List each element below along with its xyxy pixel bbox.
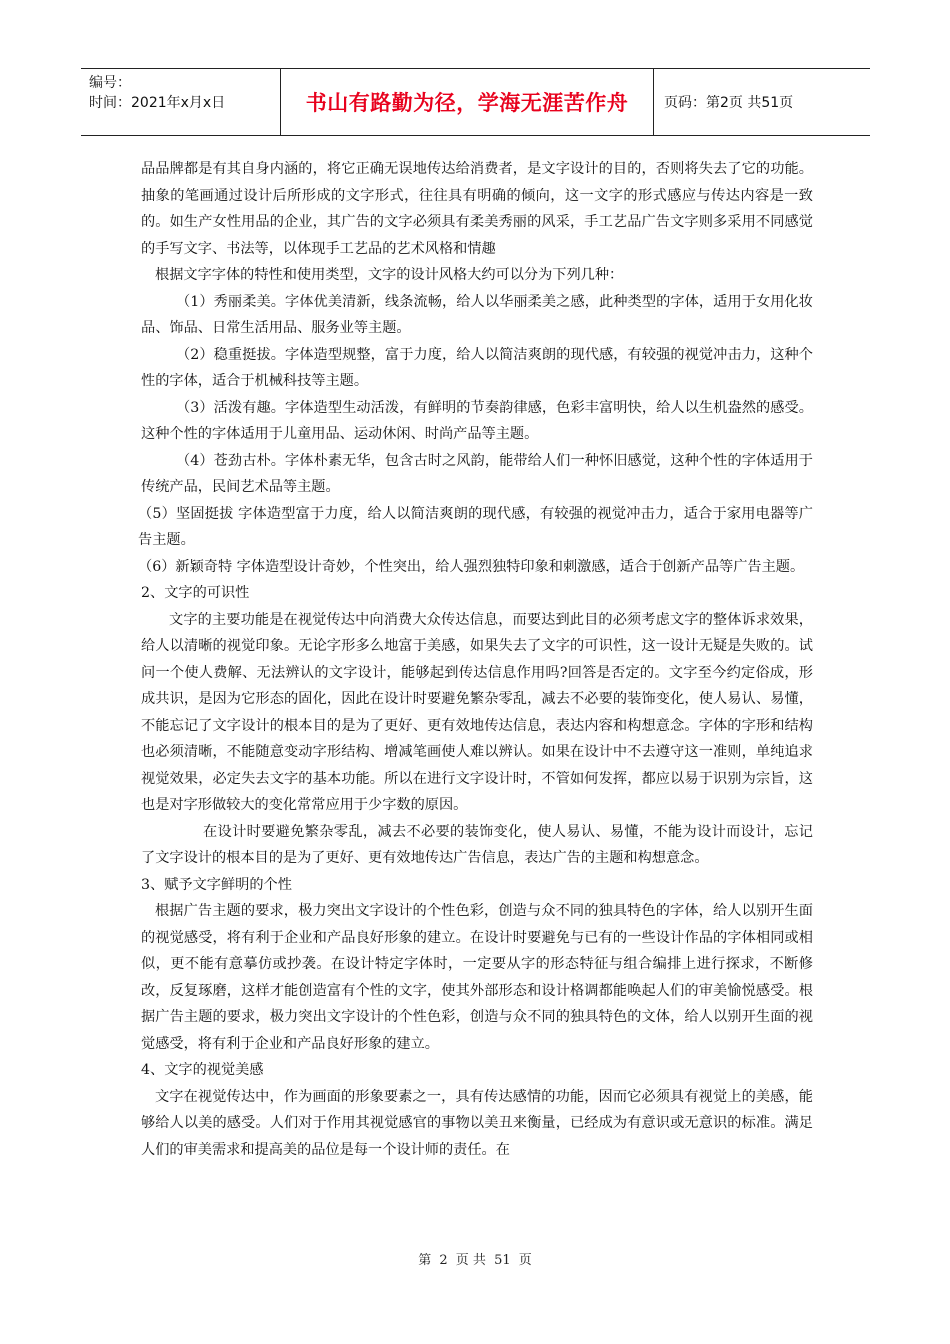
footer-suffix: 页 — [518, 1253, 532, 1268]
paragraph: 文字在视觉传达中，作为画面的形象要素之一，具有传达感情的功能，因而它必须具有视觉上的美感，能够给人以美的感受。人们对于作用其视觉感官的事物以美丑来衡量，已经成为有意识或无意识的标准。满足人们的审美需求和提高美的品位是每一个设计师的责任。在 — [141, 1088, 813, 1158]
section-heading: 2、文字的可识性 — [141, 585, 250, 601]
list-item: （1）秀丽柔美。字体优美清新，线条流畅，给人以华丽柔美之感，此种类型的字体，适用于女用化妆品、饰品、日常生活用品、服务业等主题。 — [141, 293, 813, 336]
list-item: （2）稳重挺拔。字体造型规整，富于力度，给人以简洁爽朗的现代感，有较强的视觉冲击力，这种个性的字体，适合于机械科技等主题。 — [141, 346, 813, 389]
header-meta-cell — [81, 69, 281, 135]
header-page-label: 页码：第2页 共51页 — [664, 95, 794, 111]
list-item: （3）活泼有趣。字体造型生动活泼，有鲜明的节奏韵律感，色彩丰富明快，给人以生机盎然的感受。这种个性的字体适用于儿童用品、运动休闲、时尚产品等主题。 — [141, 399, 813, 442]
footer-current-page: 2 — [439, 1253, 448, 1268]
document-body — [138, 156, 813, 1163]
paragraph: 文字的主要功能是在视觉传达中向消费大众传达信息，而要达到此目的必须考虑文字的整体诉求效果，给人以清晰的视觉印象。无论字形多么地富于美感，如果失去了文字的可识性，这一设计无疑是失败的。试问一个使人费解、无法辨认的文字设计，能够起到传达信息作用吗?回答是否定的。文字至今约定俗成，形成共识，是因为它形态的固化，因此在设计时要避免繁杂零乱，减去不必要的装饰变化，使人易认、易懂，不能忘记了文字设计的根本目的是为了更好、更有效地传达信息，表达内容和构想意念。字体的字形和结构也必须清晰，不能随意变动字形结构、增减笔画使人难以辨认。如果在设计中不去遵守这一准则，单纯追求视觉效果，必定失去文字的基本功能。所以在进行文字设计时，不管如何发挥，都应以易于识别为宗旨，这也是对字形做较大的变化常常应用于少字数的原因。 — [141, 611, 813, 813]
page-footer — [0, 1249, 950, 1268]
section-heading: 3、赋予文字鲜明的个性 — [141, 876, 292, 893]
paragraph: 根据文字字体的特性和使用类型，文字的设计风格大约可以分为下列几种： — [155, 267, 624, 283]
document-number-label: 编号： — [89, 75, 131, 91]
footer-total-pages: 51 — [494, 1253, 511, 1268]
section-heading: 4、文字的视觉美感 — [141, 1062, 264, 1078]
page-header — [81, 68, 870, 136]
paragraph: 根据广告主题的要求，极力突出文字设计的个性色彩，创造与众不同的独具特色的字体，给人以别开生面的视觉感受，将有利于企业和产品良好形象的建立。在设计时要避免与已有的一些设计作品的字体相同或相似，更不能有意摹仿或抄袭。在设计特定字体时，一定要从字的形态特征与组合编排上进行探求，不断修改，反复琢磨，这样才能创造富有个性的文字，使其外部形态和设计格调都能唤起人们的审美愉悦感受。根据广告主题的要求，极力突出文字设计的个性色彩，创造与众不同的独具特色的文体，给人以别开生面的视觉感受，将有利于企业和产品良好形象的建立。 — [141, 903, 813, 1052]
header-motto: 书山有路勤为径，学海无涯苦作舟 — [281, 69, 654, 135]
footer-middle: 页 共 — [455, 1253, 486, 1268]
paragraph: 在设计时要避免繁杂零乱，减去不必要的装饰变化，使人易认、易懂，不能为设计而设计，忘记了文字设计的根本目的是为了更好、更有效地传达广告信息，表达广告的主题和构想意念。 — [141, 823, 813, 866]
paragraph: 品品牌都是有其自身内涵的，将它正确无误地传达给消费者，是文字设计的目的，否则将失去了它的功能。抽象的笔画通过设计后所形成的文字形式，往往具有明确的倾向，这一文字的形式感应与传达内容是一致的。如生产女性用品的企业，其广告的文字必须具有柔美秀丽的风采，手工艺品广告文字则多采用不同感觉的手写文字、书法等，以体现手工艺品的艺术风格和情趣 — [141, 161, 813, 257]
list-item: （6）新颖奇特 字体造型设计奇妙，个性突出，给人强烈独特印象和刺激感，适合于创新产品等广告主题。 — [138, 558, 805, 575]
document-date-label: 时间：2021年x月x日 — [89, 95, 226, 111]
list-item: （4）苍劲古朴。字体朴素无华，包含古时之风韵，能带给人们一种怀旧感觉，这种个性的字体适用于传统产品，民间艺术品等主题。 — [141, 452, 813, 495]
footer-prefix: 第 — [418, 1253, 432, 1268]
list-item: （5）坚固挺拔 字体造型富于力度，给人以简洁爽朗的现代感，有较强的视觉冲击力，适合于家用电器等广告主题。 — [138, 505, 813, 548]
